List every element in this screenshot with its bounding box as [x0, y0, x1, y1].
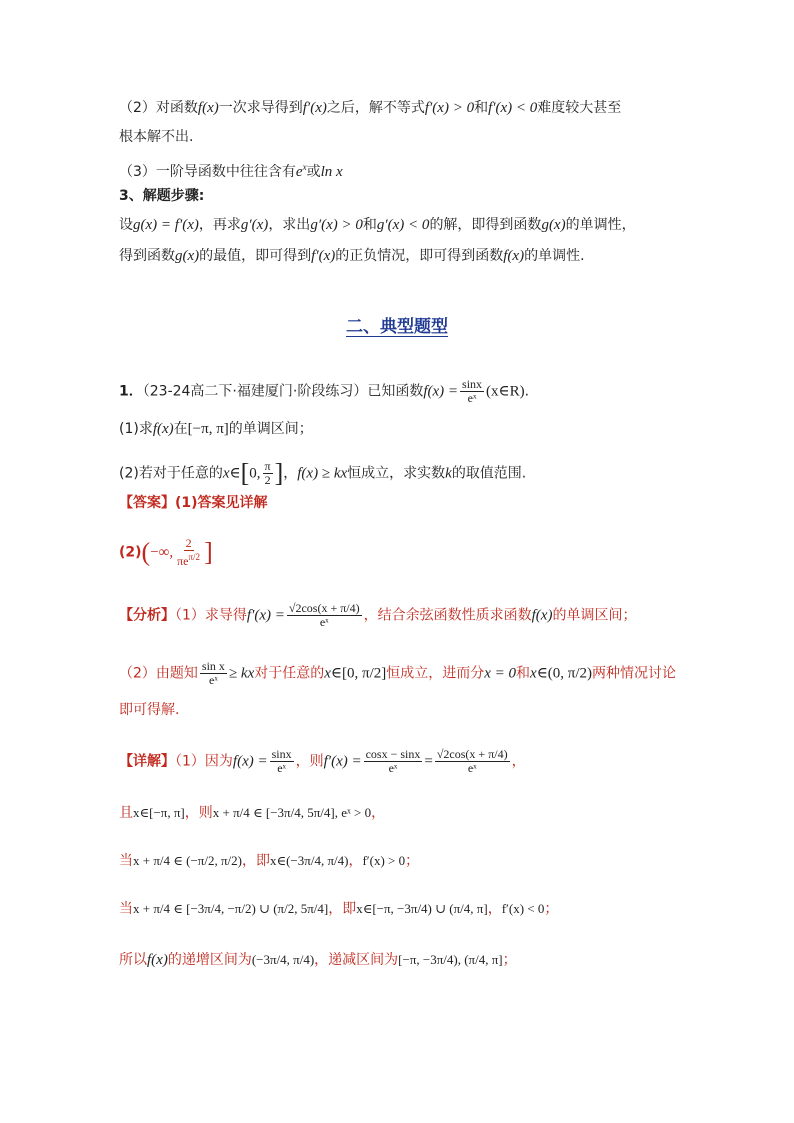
analysis-line-3: 即可得解.: [119, 702, 180, 718]
analysis-label: 【分析】: [119, 607, 175, 624]
intro-point-2-cont: 根本解不出.: [119, 129, 194, 145]
steps-line-2: 得到函数g(x)的最值，即可得到f′(x)的正负情况，即可得到函数f(x)的单调性.: [119, 248, 585, 264]
answer-line-1: 【答案】(1)答案见详解: [119, 495, 268, 511]
question-1: (1)求f(x)在[−π, π]的单调区间；: [119, 421, 313, 437]
detail-label: 【详解】: [119, 753, 175, 770]
question-2: (2)若对于任意的x∈[0, $\frac{\pi}{2}$ ]，f(x) ≥ kx恒成立，求实数k的取值范围.: [119, 458, 527, 488]
detail-line-3: 当x + π/4 ∈ (−π/2, π/2)，即x∈(−3π/4, π/4)，f′(x) > 0；: [119, 853, 420, 869]
fraction-sinx-ex: $\frac{\sin x}{\text{eˣ}}$: [462, 377, 483, 405]
math-fx: f(x): [197, 100, 219, 116]
intro-point-3: （3）一阶导函数中往往含有$e^x$或ln x: [119, 162, 343, 180]
intro-point-2: （2）对函数f(x)一次求导得到f′(x)之后，解不等式f′(x) > 0和f′(x) < 0难度较大甚至: [119, 100, 622, 116]
detail-line-5: 所以f(x)的递增区间为(−3π/4, π/4)，递减区间为[−π, −3π/4), (π/4, π]；: [119, 952, 517, 968]
analysis-line-1: 【分析】（1）求导得f′(x) = $\frac{√2\cos(x + \pi/4)}{\text{eˣ}}$ ，结合余弦函数性质求函数f(x)的单调区间；: [119, 601, 637, 629]
math-ex: $e^x$: [295, 162, 307, 180]
math-ineq-lt: f′(x) < 0: [488, 100, 538, 116]
analysis-line-2: （2）由题知 $\frac{\text{sin x}}{\text{eˣ}}$ ≥ kx对于任意的x∈[0, π/2]恒成立，进而分x = 0和x∈(0, π/2)两种情况讨论: [119, 659, 677, 687]
math-fpx: f′(x): [302, 100, 327, 116]
steps-title: 3、解题步骤:: [119, 188, 205, 204]
answer-label: 【答案】: [119, 495, 175, 511]
detail-line-2: 且x∈[−π, π]，则x + π/4 ∈ [−3π/4, 5π/4], eˣ > 0，: [119, 805, 386, 821]
answer-line-2: (2)(−∞, $\frac{2}{\pi e^{\pi/2}}$ ]: [119, 536, 213, 568]
steps-line-1: 设g(x) = f′(x)，再求g′(x)，求出g′(x) > 0和g′(x) < 0的解，即得到函数g(x)的单调性，: [119, 217, 636, 233]
section-title: 二、典型题型: [346, 317, 448, 337]
detail-line-4: 当x + π/4 ∈ [−3π/4, −π/2) ∪ (π/2, 5π/4]，即x∈[−π, −3π/4) ∪ (π/4, π]，f′(x) < 0；: [119, 901, 559, 917]
math-lnx: ln x: [320, 164, 343, 180]
math-ineq-gt: f′(x) > 0: [424, 100, 475, 116]
detail-line-1: 【详解】（1）因为f(x) = $\frac{\sin x}{\text{eˣ}}$ ，则f′(x) = $\frac{\cos x - \sin x}{\text{eˣ}}$ = $\frac{√2\cos(x + \pi/4)}{\text{eˣ}}$ ，: [119, 747, 526, 775]
problem-statement: 1．（23-24高二下·福建厦门·阶段练习）已知函数f(x) = $\frac{\sin x}{\text{eˣ}}$ (x∈R).: [119, 377, 530, 405]
